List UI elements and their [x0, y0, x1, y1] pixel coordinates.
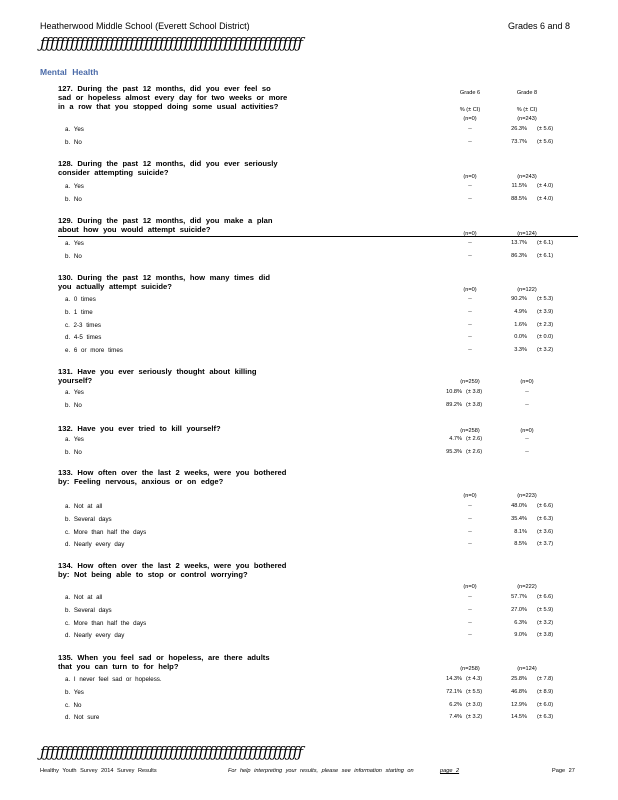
footer-help-text: For help interpreting your results, please see information starting on — [228, 768, 414, 774]
grade8-percent: -- — [525, 436, 529, 442]
grade6-percent: -- — [468, 347, 472, 354]
grade8-percent: 9.0% — [514, 632, 527, 639]
answer-option: b. Several days — [65, 606, 112, 614]
grade8-confidence-interval: (± 6.3) — [537, 714, 554, 721]
grade8-percent: 11.5% — [511, 183, 527, 189]
table-rule — [58, 236, 578, 237]
grade6-percent: -- — [468, 138, 472, 145]
grade8-percent: 27.0% — [511, 606, 527, 613]
grade6-percent: -- — [468, 126, 472, 132]
footer-page-link[interactable]: page 2 — [440, 768, 460, 774]
grade8-sample-size: (n=124) — [517, 231, 537, 237]
grade8-confidence-interval: (± 3.7) — [537, 541, 554, 548]
grade6-percent: -- — [468, 528, 472, 535]
grade8-confidence-interval: (± 6.1) — [537, 252, 554, 259]
grade8-percent: 14.5% — [511, 714, 527, 721]
answer-option: b. No — [65, 448, 82, 456]
answer-option: a. Yes — [65, 126, 84, 133]
grade8-percent: 26.3% — [511, 126, 527, 132]
grade8-confidence-interval: (± 6.0) — [537, 701, 554, 708]
grade8-confidence-interval: (± 5.9) — [537, 606, 554, 613]
answer-option: c. More than half the days — [65, 619, 147, 627]
grade8-sample-size: (n=223) — [517, 493, 537, 499]
grade6-percent: 89.2% — [446, 401, 462, 408]
grade8-sample-size: (n=122) — [517, 287, 537, 293]
grade8-percent: 6.3% — [514, 619, 527, 626]
grade8-confidence-interval: (± 5.6) — [537, 138, 554, 145]
answer-option: a. Yes — [65, 183, 84, 190]
grade8-percent: -- — [525, 401, 529, 408]
answer-option: b. 1 time — [65, 308, 93, 316]
grade8-sample-size: (n=124) — [517, 666, 537, 672]
grade8-percent: 46.8% — [511, 688, 527, 695]
grade8-percent: 8.5% — [514, 541, 527, 548]
grade6-percent: -- — [468, 606, 472, 613]
grade6-column-header: Grade 6 — [459, 90, 481, 96]
grade6-sample-size: (n=259) — [460, 379, 480, 385]
grade6-percent: -- — [468, 252, 472, 259]
grade6-sample-size: (n=0) — [463, 174, 477, 180]
answer-option: b. Several days — [65, 515, 112, 523]
grade8-percent: 73.7% — [511, 138, 527, 145]
grade6-percent: -- — [468, 632, 472, 639]
question-text: 130. During the past 12 months, how many times did you actually attempt suicide? — [58, 273, 270, 292]
answer-option: a. 0 times — [65, 296, 96, 303]
grade6-confidence-interval: (± 3.8) — [466, 389, 483, 395]
grade-label: Grades 6 and 8 — [508, 21, 571, 31]
grade8-confidence-interval: (± 6.3) — [537, 515, 554, 522]
grade8-confidence-interval: (± 6.6) — [537, 503, 554, 509]
grade6-sample-size: (n=0) — [463, 287, 477, 293]
grade8-percent: 57.7% — [511, 594, 527, 600]
answer-option: d. 4-5 times — [65, 334, 102, 342]
grade8-percent: 88.5% — [511, 195, 527, 202]
grade8-percent: 4.9% — [514, 308, 527, 315]
grade6-percent: 7.4% — [449, 714, 462, 721]
grade6-percent: 14.3% — [446, 676, 462, 682]
grade8-sample-size: (n=0) — [520, 428, 534, 434]
answer-option: b. No — [65, 138, 82, 146]
answer-option: d. Nearly every day — [65, 632, 125, 640]
grade6-percent: -- — [468, 195, 472, 202]
grade6-confidence-interval: (± 2.6) — [466, 448, 483, 455]
answer-option: a. Yes — [65, 436, 84, 443]
grade8-percent: -- — [525, 389, 529, 395]
grade8-confidence-interval: (± 5.6) — [537, 126, 554, 132]
grade6-percent: 4.7% — [449, 436, 462, 442]
grade8-percent: 25.8% — [511, 676, 527, 682]
grade6-percent: -- — [468, 594, 472, 600]
answer-option: c. More than half the days — [65, 528, 147, 536]
question-text: 134. How often over the last 2 weeks, were you bothered by: Not being able to stop or control worrying? — [58, 561, 287, 580]
grade8-sample-size: (n=243) — [517, 174, 537, 180]
grade8-percent: 13.7% — [511, 240, 527, 246]
report-title: Heatherwood Middle School (Everett School District) — [40, 21, 250, 31]
answer-option: b. Yes — [65, 688, 84, 696]
question-text: 131. Have you ever seriously thought about killing yourself? — [58, 367, 257, 386]
grade8-sample-size: (n=243) — [517, 116, 537, 122]
grade8-confidence-interval: (± 7.8) — [537, 676, 554, 682]
grade6-confidence-interval: (± 5.5) — [466, 688, 483, 695]
grade8-percent: 86.3% — [511, 252, 527, 259]
question-text: 133. How often over the last 2 weeks, were you bothered by: Feeling nervous, anxious or on edge? — [58, 468, 287, 487]
grade6-sample-size: (n=0) — [463, 584, 477, 590]
grade8-sample-size: (n=0) — [520, 379, 534, 385]
grade6-percent: -- — [468, 515, 472, 522]
grade8-confidence-interval: (± 2.3) — [537, 321, 554, 328]
grade6-percent: -- — [468, 321, 472, 328]
question-text: 132. Have you ever tried to kill yourself? — [58, 424, 221, 433]
grade8-confidence-interval: (± 4.0) — [537, 195, 554, 202]
answer-option: d. Nearly every day — [65, 541, 125, 549]
grade8-confidence-interval: (± 6.6) — [537, 594, 554, 600]
grade6-confidence-interval: (± 2.6) — [466, 436, 483, 442]
answer-option: a. I never feel sad or hopeless. — [65, 676, 162, 683]
grade6-confidence-interval: (± 3.8) — [466, 401, 483, 408]
grade6-confidence-interval: (± 3.2) — [466, 714, 483, 721]
grade6-percent: -- — [468, 308, 472, 315]
grade8-confidence-interval: (± 8.9) — [537, 688, 554, 695]
answer-option: a. Yes — [65, 389, 84, 396]
grade6-column-subheader: % (± CI) — [459, 107, 481, 113]
grade6-percent: -- — [468, 296, 472, 302]
grade8-confidence-interval: (± 0.0) — [537, 334, 554, 341]
grade6-sample-size: (n=258) — [460, 666, 480, 672]
grade8-confidence-interval: (± 6.1) — [537, 240, 554, 246]
answer-option: a. Not at all — [65, 594, 103, 601]
grade6-percent: -- — [468, 541, 472, 548]
grade6-sample-size: (n=0) — [463, 116, 477, 122]
section-title: Mental Health — [40, 67, 99, 77]
grade8-confidence-interval: (± 3.9) — [537, 308, 554, 315]
answer-option: a. Yes — [65, 240, 84, 247]
grade8-confidence-interval: (± 3.6) — [537, 528, 554, 535]
grade8-sample-size: (n=222) — [517, 584, 537, 590]
grade6-confidence-interval: (± 3.0) — [466, 701, 483, 708]
grade8-percent: 35.4% — [511, 515, 527, 522]
answer-option: b. No — [65, 252, 82, 260]
footer-survey-name: Healthy Youth Survey 2014 Survey Results — [40, 768, 157, 774]
grade8-percent: 12.9% — [511, 701, 527, 708]
question-text: 135. When you feel sad or hopeless, are there adults that you can turn to for help? — [58, 653, 270, 672]
grade8-percent: 48.0% — [511, 503, 527, 509]
grade8-confidence-interval: (± 3.2) — [537, 347, 554, 354]
answer-option: d. Not sure — [65, 714, 100, 722]
grade6-percent: 10.8% — [446, 389, 462, 395]
grade8-percent: 1.6% — [514, 321, 527, 328]
answer-option: a. Not at all — [65, 503, 103, 510]
question-text: 127. During the past 12 months, did you ever feel so sad or hopeless almost every day for two weeks or more in a row that you stopped doing some usual activities? — [58, 84, 288, 112]
grade8-percent: 3.3% — [514, 347, 527, 354]
grade6-percent: -- — [468, 503, 472, 509]
answer-option: b. No — [65, 195, 82, 203]
header-divider: ƒƒƒƒƒƒƒƒƒƒƒƒƒƒƒƒƒƒƒƒƒƒƒƒƒƒƒƒƒƒƒƒƒƒƒƒƒƒƒƒƒƒƒƒƒƒƒƒƒƒƒƒƒ — [40, 34, 303, 52]
grade8-percent: 90.2% — [511, 296, 527, 302]
answer-option: c. 2-3 times — [65, 321, 101, 329]
grade8-confidence-interval: (± 3.2) — [537, 619, 554, 626]
grade8-confidence-interval: (± 3.8) — [537, 632, 554, 639]
footer-divider: ƒƒƒƒƒƒƒƒƒƒƒƒƒƒƒƒƒƒƒƒƒƒƒƒƒƒƒƒƒƒƒƒƒƒƒƒƒƒƒƒƒƒƒƒƒƒƒƒƒƒƒƒƒ — [40, 743, 303, 761]
grade6-percent: 72.1% — [446, 688, 462, 695]
answer-option: b. No — [65, 401, 82, 409]
question-text: 129. During the past 12 months, did you make a plan about how you would attempt suicide? — [58, 216, 273, 235]
grade8-confidence-interval: (± 5.3) — [537, 296, 554, 302]
grade6-percent: -- — [468, 183, 472, 189]
grade6-percent: -- — [468, 240, 472, 246]
grade8-column-subheader: % (± CI) — [516, 107, 538, 113]
answer-option: e. 6 or more times — [65, 347, 123, 355]
page-number: Page 27 — [552, 768, 575, 774]
question-text: 128. During the past 12 months, did you ever seriously consider attempting suicide? — [58, 159, 278, 178]
grade6-confidence-interval: (± 4.3) — [466, 676, 483, 682]
grade6-sample-size: (n=0) — [463, 493, 477, 499]
grade6-percent: -- — [468, 334, 472, 341]
grade6-percent: -- — [468, 619, 472, 626]
grade6-sample-size: (n=258) — [460, 428, 480, 434]
answer-option: c. No — [65, 701, 82, 709]
grade6-sample-size: (n=0) — [463, 231, 477, 237]
grade6-percent: 95.3% — [446, 448, 462, 455]
grade8-percent: 0.0% — [514, 334, 527, 341]
grade8-confidence-interval: (± 4.0) — [537, 183, 554, 189]
grade8-column-header: Grade 8 — [516, 90, 538, 96]
grade6-percent: 6.2% — [449, 701, 462, 708]
grade8-percent: -- — [525, 448, 529, 455]
grade8-percent: 8.1% — [514, 528, 527, 535]
